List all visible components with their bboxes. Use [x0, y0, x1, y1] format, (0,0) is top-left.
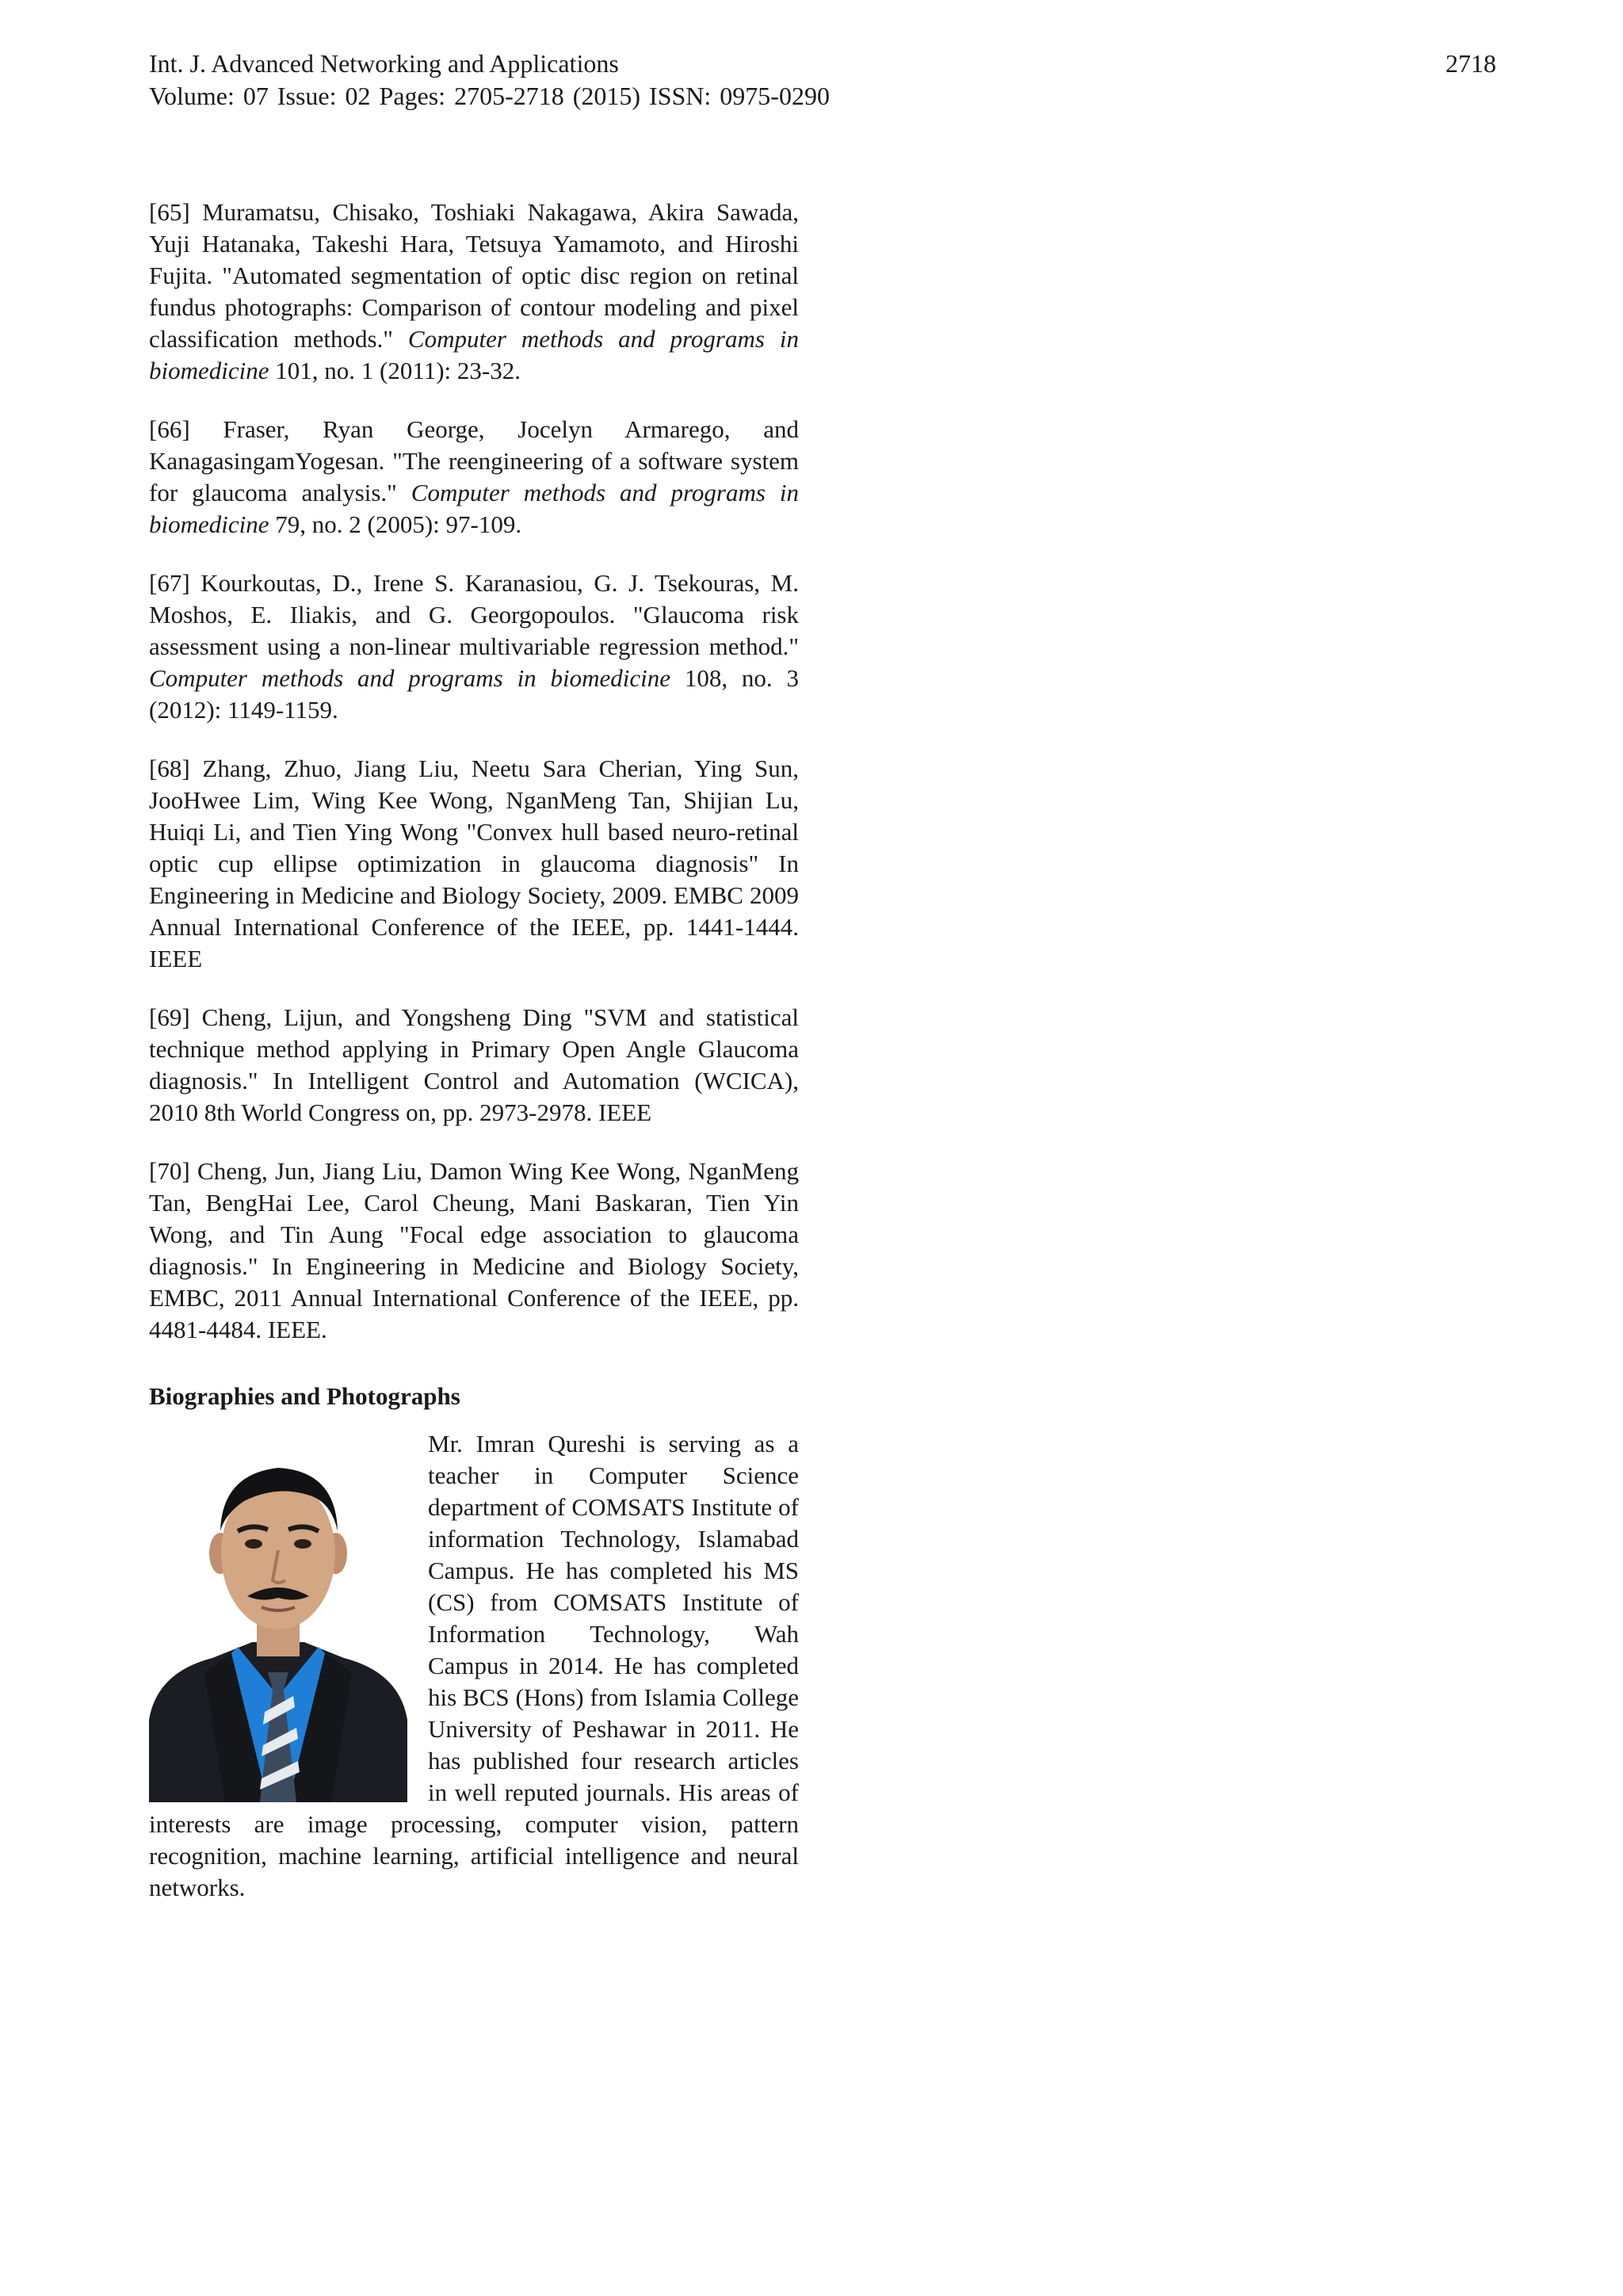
reference-65 [149, 197, 799, 387]
reference-details: 101, no. 1 (2011): 23-32. [269, 357, 521, 384]
reference-journal: Computer methods and programs in biomedicine [149, 664, 671, 692]
reference-text: [70] Cheng, Jun, Jiang Liu, Damon Wing Kee Wong, NganMeng Tan, BengHai Lee, Carol Cheung, Mani Baskaran, Tien Yin Wong, and Tin Aung "Focal edge association to glaucoma diagnosis." In Engineering in Medicine and Biology Society, EMBC, 2011 Annual International Conference of the IEEE, pp. 4481-4484. IEEE. [149, 1157, 799, 1343]
reference-journal: Computer methods and programs in biomedicine [149, 325, 799, 384]
reference-70 [149, 1156, 799, 1346]
reference-66 [149, 414, 799, 541]
reference-text: [69] Cheng, Lijun, and Yongsheng Ding "SVM and statistical technique method applying in Primary Open Angle Glaucoma diagnosis." In Intelligent Control and Automation (WCICA), 2010 8th World Congress on, pp. 2973-2978. IEEE [149, 1003, 799, 1126]
journal-title: Int. J. Advanced Networking and Applications [149, 49, 619, 78]
biography-text: Mr. Imran Qureshi is serving as a teacher in Computer Science department of COMSATS Institute of information Technology, Islamabad Campus. He has completed his MS (CS) from COMSATS Institute of Information Technology, Wah Campus in 2014. He has completed his BCS (Hons) from Islamia College University of Peshawar in 2011. He has published four research articles in well reputed journals. His areas of interests are image processing, computer vision, pattern recognition, machine learning, artificial intelligence and neural networks. [149, 1430, 799, 1901]
author-photo [149, 1435, 407, 1802]
page-number: 2718 [1445, 49, 1496, 78]
reference-69 [149, 1002, 799, 1129]
reference-text: [68] Zhang, Zhuo, Jiang Liu, Neetu Sara Cherian, Ying Sun, JooHwee Lim, Wing Kee Wong, NganMeng Tan, Shijian Lu, Huiqi Li, and Tien Ying Wong "Convex hull based neuro-retinal optic cup ellipse optimization in glaucoma diagnosis" In Engineering in Medicine and Biology Society, 2009. EMBC 2009 Annual International Conference of the IEEE, pp. 1441-1444. IEEE [149, 755, 799, 972]
section-heading: Biographies and Photographs [149, 1382, 460, 1410]
reference-journal: Computer methods and programs in biomedicine [149, 479, 799, 538]
reference-text: [66] Fraser, Ryan George, Jocelyn Armarego, and KanagasingamYogesan. "The reengineering of a software system for glaucoma analysis." [149, 415, 799, 506]
reference-67 [149, 567, 799, 726]
volume-info: Volume: 07 Issue: 02 Pages: 2705-2718 (2015) ISSN: 0975-0290 [149, 82, 830, 110]
text-column [149, 197, 799, 1904]
reference-text: [65] Muramatsu, Chisako, Toshiaki Nakagawa, Akira Sawada, Yuji Hatanaka, Takeshi Hara, Tetsuya Yamamoto, and Hiroshi Fujita. "Automated segmentation of optic disc region on retinal fundus photographs: Comparison of contour modeling and pixel classification methods." [149, 198, 799, 353]
reference-68 [149, 753, 799, 975]
reference-details: 79, no. 2 (2005): 97-109. [269, 510, 522, 538]
running-header [149, 48, 1496, 113]
biography [149, 1428, 799, 1904]
reference-details: 108, no. 3 (2012): 1149-1159. [149, 664, 799, 724]
reference-text: [67] Kourkoutas, D., Irene S. Karanasiou, G. J. Tsekouras, M. Moshos, E. Iliakis, and G. Georgopoulos. "Glaucoma risk assessment using a non-linear multivariable regression method." [149, 569, 799, 660]
